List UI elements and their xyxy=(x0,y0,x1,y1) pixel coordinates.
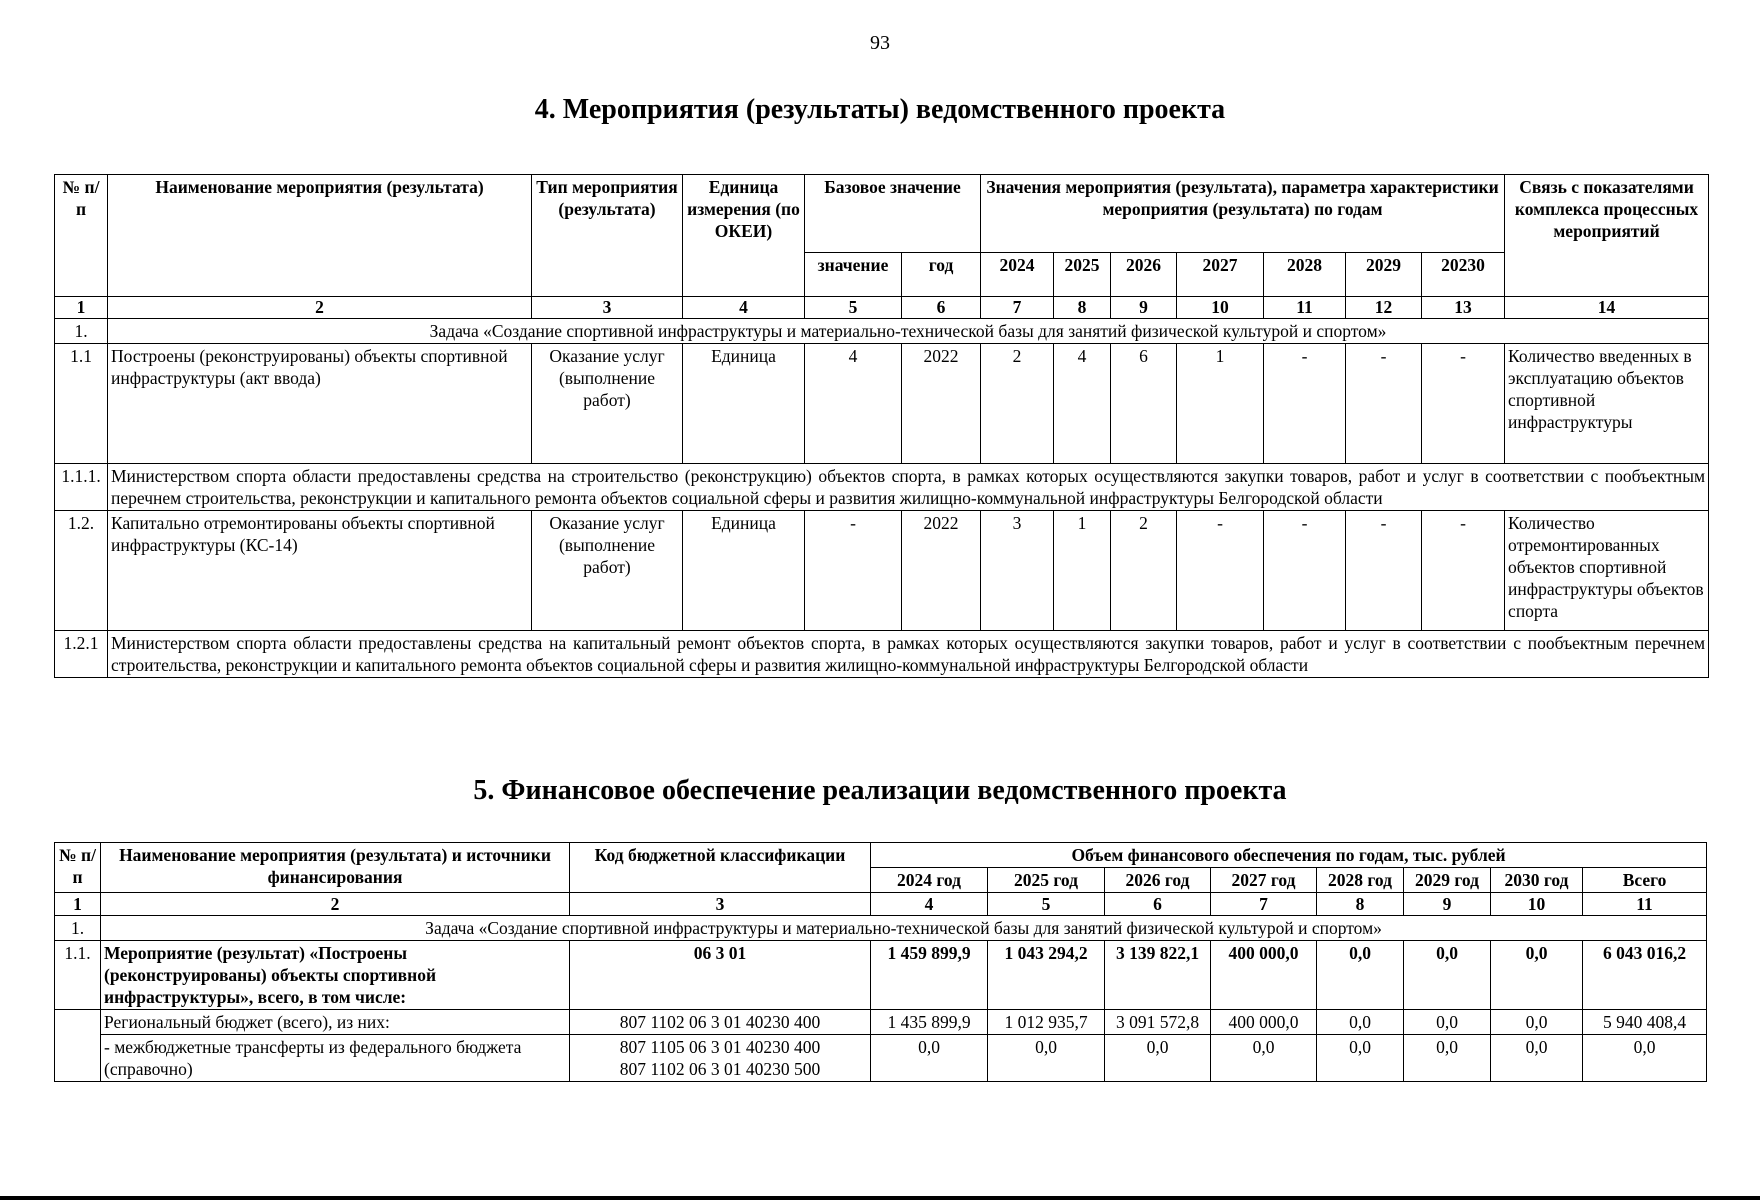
fin-row-code-line: 807 1105 06 3 01 40230 400 xyxy=(619,1037,821,1057)
row-base-value: - xyxy=(805,511,902,631)
column-number: 3 xyxy=(532,297,683,319)
table-row xyxy=(55,344,1709,464)
fin-row-number xyxy=(55,1010,101,1082)
table-row xyxy=(55,631,1709,678)
fin-row-value: 1 043 294,2 xyxy=(988,941,1105,1010)
fin-header-num: № п/п xyxy=(55,843,101,893)
header-year: 2026 xyxy=(1111,253,1177,297)
row-name: Капитально отремонтированы объекты спортивной инфраструктуры (КС-14) xyxy=(108,511,532,631)
header-base-year: год xyxy=(902,253,981,297)
fin-header-year: 2024 год xyxy=(871,868,988,893)
header-link: Связь с показателями комплекса процессных мероприятий xyxy=(1505,175,1709,297)
fin-row-value: 0,0 xyxy=(1404,1035,1491,1082)
row-base-year: 2022 xyxy=(902,344,981,464)
row-value: 3 xyxy=(981,511,1054,631)
row-value: 6 xyxy=(1111,344,1177,464)
table-row xyxy=(55,1010,1707,1035)
fin-row-value: 0,0 xyxy=(1404,941,1491,1010)
header-base: Базовое значение xyxy=(805,175,981,253)
fin-row-code-line: 807 1102 06 3 01 40230 500 xyxy=(619,1059,821,1079)
fin-row-value: 0,0 xyxy=(1317,1010,1404,1035)
row-value: 4 xyxy=(1054,344,1111,464)
row-value: - xyxy=(1177,511,1264,631)
column-number: 6 xyxy=(902,297,981,319)
header-num: № п/п xyxy=(55,175,108,297)
column-number: 5 xyxy=(988,893,1105,916)
fin-row-value: 1 435 899,9 xyxy=(871,1010,988,1035)
column-number: 5 xyxy=(805,297,902,319)
fin-row-name: - межбюджетные трансферты из федерального бюджета (справочно) xyxy=(101,1035,570,1082)
fin-row-code xyxy=(570,1035,871,1082)
header-base-value: значение xyxy=(805,253,902,297)
fin-header-year: 2027 год xyxy=(1211,868,1317,893)
header-year: 2025 xyxy=(1054,253,1111,297)
column-number: 7 xyxy=(981,297,1054,319)
row-base-year: 2022 xyxy=(902,511,981,631)
row-value: 1 xyxy=(1177,344,1264,464)
column-number: 2 xyxy=(108,297,532,319)
row-unit: Единица xyxy=(683,344,805,464)
row-unit: Единица xyxy=(683,511,805,631)
financing-table xyxy=(54,842,1707,1082)
section-5-title: 5. Финансовое обеспечение реализации ведомственного проекта xyxy=(473,775,1287,806)
row-value: - xyxy=(1346,344,1422,464)
column-number: 10 xyxy=(1491,893,1583,916)
row-link: Количество отремонтированных объектов спортивной инфраструктуры объектов спорта xyxy=(1505,511,1709,631)
header-year: 2029 xyxy=(1346,253,1422,297)
section-4-title: 4. Мероприятия (результаты) ведомственного проекта xyxy=(534,94,1226,125)
row-value: 1 xyxy=(1054,511,1111,631)
table-row xyxy=(55,1035,1707,1082)
note-number: 1.1.1. xyxy=(55,464,108,511)
fin-header-volume-group: Объем финансового обеспечения по годам, тыс. рублей xyxy=(871,843,1707,868)
fin-header-year: 2030 год xyxy=(1491,868,1583,893)
header-year: 20230 xyxy=(1422,253,1505,297)
fin-header-code: Код бюджетной классификации xyxy=(570,843,871,893)
table-row xyxy=(55,464,1709,511)
fin-row-value: 6 043 016,2 xyxy=(1583,941,1707,1010)
column-number: 9 xyxy=(1111,297,1177,319)
header-year: 2028 xyxy=(1264,253,1346,297)
fin-row-code: 807 1102 06 3 01 40230 400 xyxy=(570,1010,871,1035)
fin-row-number: 1.1. xyxy=(55,941,101,1010)
column-number: 11 xyxy=(1264,297,1346,319)
column-number: 6 xyxy=(1105,893,1211,916)
note-text: Министерством спорта области предоставлены средства на капитальный ремонт объектов спорта, в рамках которых осуществляются закупки товаров, работ и услуг в соответствии с пообъектным перечнем строительства, реконструкции и капитального ремонта объектов социальной сферы и развития жилищно-коммунальной инфраструктуры Белгородской области xyxy=(108,631,1709,678)
row-name: Построены (реконструированы) объекты спортивной инфраструктуры (акт ввода) xyxy=(108,344,532,464)
column-number: 4 xyxy=(683,297,805,319)
fin-row-name: Региональный бюджет (всего), из них: xyxy=(101,1010,570,1035)
row-link: Количество введенных в эксплуатацию объектов спортивной инфраструктуры xyxy=(1505,344,1709,464)
row-type: Оказание услуг (выполнение работ) xyxy=(532,511,683,631)
page-number: 93 xyxy=(870,32,890,54)
row-value: - xyxy=(1422,511,1505,631)
fin-row-value: 0,0 xyxy=(1317,941,1404,1010)
task-number: 1. xyxy=(55,319,108,344)
fin-header-total: Всего xyxy=(1583,868,1707,893)
fin-header-year: 2029 год xyxy=(1404,868,1491,893)
fin-row-value: 1 459 899,9 xyxy=(871,941,988,1010)
row-number: 1.1 xyxy=(55,344,108,464)
column-number: 2 xyxy=(101,893,570,916)
row-value: - xyxy=(1422,344,1505,464)
task-number: 1. xyxy=(55,916,101,941)
column-number: 12 xyxy=(1346,297,1422,319)
bottom-rule xyxy=(0,1196,1760,1200)
fin-row-value: 0,0 xyxy=(1491,1010,1583,1035)
fin-row-value: 1 012 935,7 xyxy=(988,1010,1105,1035)
row-value: 2 xyxy=(1111,511,1177,631)
fin-row-value: 0,0 xyxy=(871,1035,988,1082)
activities-table xyxy=(54,174,1709,678)
note-text: Министерством спорта области предоставлены средства на строительство (реконструкцию) объектов спорта, в рамках которых осуществляются закупки товаров, работ и услуг в соответствии с пообъектным перечнем строительства, реконструкции и капитального ремонта объектов социальной сферы и развития жилищно-коммунальной инфраструктуры Белгородской области xyxy=(108,464,1709,511)
column-number: 3 xyxy=(570,893,871,916)
fin-row-value: 0,0 xyxy=(1211,1035,1317,1082)
column-number: 8 xyxy=(1054,297,1111,319)
column-number: 10 xyxy=(1177,297,1264,319)
task-text: Задача «Создание спортивной инфраструктуры и материально-технической базы для занятий физической культурой и спортом» xyxy=(108,319,1709,344)
note-number: 1.2.1 xyxy=(55,631,108,678)
column-number: 8 xyxy=(1317,893,1404,916)
header-unit: Единица измерения (по ОКЕИ) xyxy=(683,175,805,297)
row-value: - xyxy=(1346,511,1422,631)
column-number: 4 xyxy=(871,893,988,916)
row-value: - xyxy=(1264,344,1346,464)
fin-row-value: 0,0 xyxy=(1317,1035,1404,1082)
column-number: 1 xyxy=(55,893,101,916)
table-row xyxy=(55,511,1709,631)
fin-header-year: 2028 год xyxy=(1317,868,1404,893)
fin-header-year: 2025 год xyxy=(988,868,1105,893)
fin-row-value: 0,0 xyxy=(1491,1035,1583,1082)
row-base-value: 4 xyxy=(805,344,902,464)
fin-header-name: Наименование мероприятия (результата) и источники финансирования xyxy=(101,843,570,893)
header-year: 2027 xyxy=(1177,253,1264,297)
header-name: Наименование мероприятия (результата) xyxy=(108,175,532,297)
fin-row-value: 3 139 822,1 xyxy=(1105,941,1211,1010)
row-value: - xyxy=(1264,511,1346,631)
header-values-group: Значения мероприятия (результата), параметра характеристики мероприятия (результата) по годам xyxy=(981,175,1505,253)
column-number: 1 xyxy=(55,297,108,319)
fin-row-value: 0,0 xyxy=(1491,941,1583,1010)
fin-row-value: 400 000,0 xyxy=(1211,1010,1317,1035)
task-text: Задача «Создание спортивной инфраструктуры и материально-технической базы для занятий физической культурой и спортом» xyxy=(101,916,1707,941)
fin-row-code: 06 3 01 xyxy=(570,941,871,1010)
fin-row-name: Мероприятие (результат) «Построены (реконструированы) объекты спортивной инфраструктуры», всего, в том числе: xyxy=(101,941,570,1010)
column-number: 11 xyxy=(1583,893,1707,916)
column-number: 7 xyxy=(1211,893,1317,916)
header-type: Тип мероприятия (результата) xyxy=(532,175,683,297)
fin-row-value: 0,0 xyxy=(1583,1035,1707,1082)
row-number: 1.2. xyxy=(55,511,108,631)
fin-row-value: 0,0 xyxy=(988,1035,1105,1082)
row-value: 2 xyxy=(981,344,1054,464)
fin-row-value: 5 940 408,4 xyxy=(1583,1010,1707,1035)
column-number: 14 xyxy=(1505,297,1709,319)
fin-row-value: 400 000,0 xyxy=(1211,941,1317,1010)
column-number: 9 xyxy=(1404,893,1491,916)
fin-row-value: 0,0 xyxy=(1404,1010,1491,1035)
fin-row-value: 0,0 xyxy=(1105,1035,1211,1082)
column-number: 13 xyxy=(1422,297,1505,319)
fin-header-year: 2026 год xyxy=(1105,868,1211,893)
header-year: 2024 xyxy=(981,253,1054,297)
table-row xyxy=(55,941,1707,1010)
row-type: Оказание услуг (выполнение работ) xyxy=(532,344,683,464)
fin-row-value: 3 091 572,8 xyxy=(1105,1010,1211,1035)
